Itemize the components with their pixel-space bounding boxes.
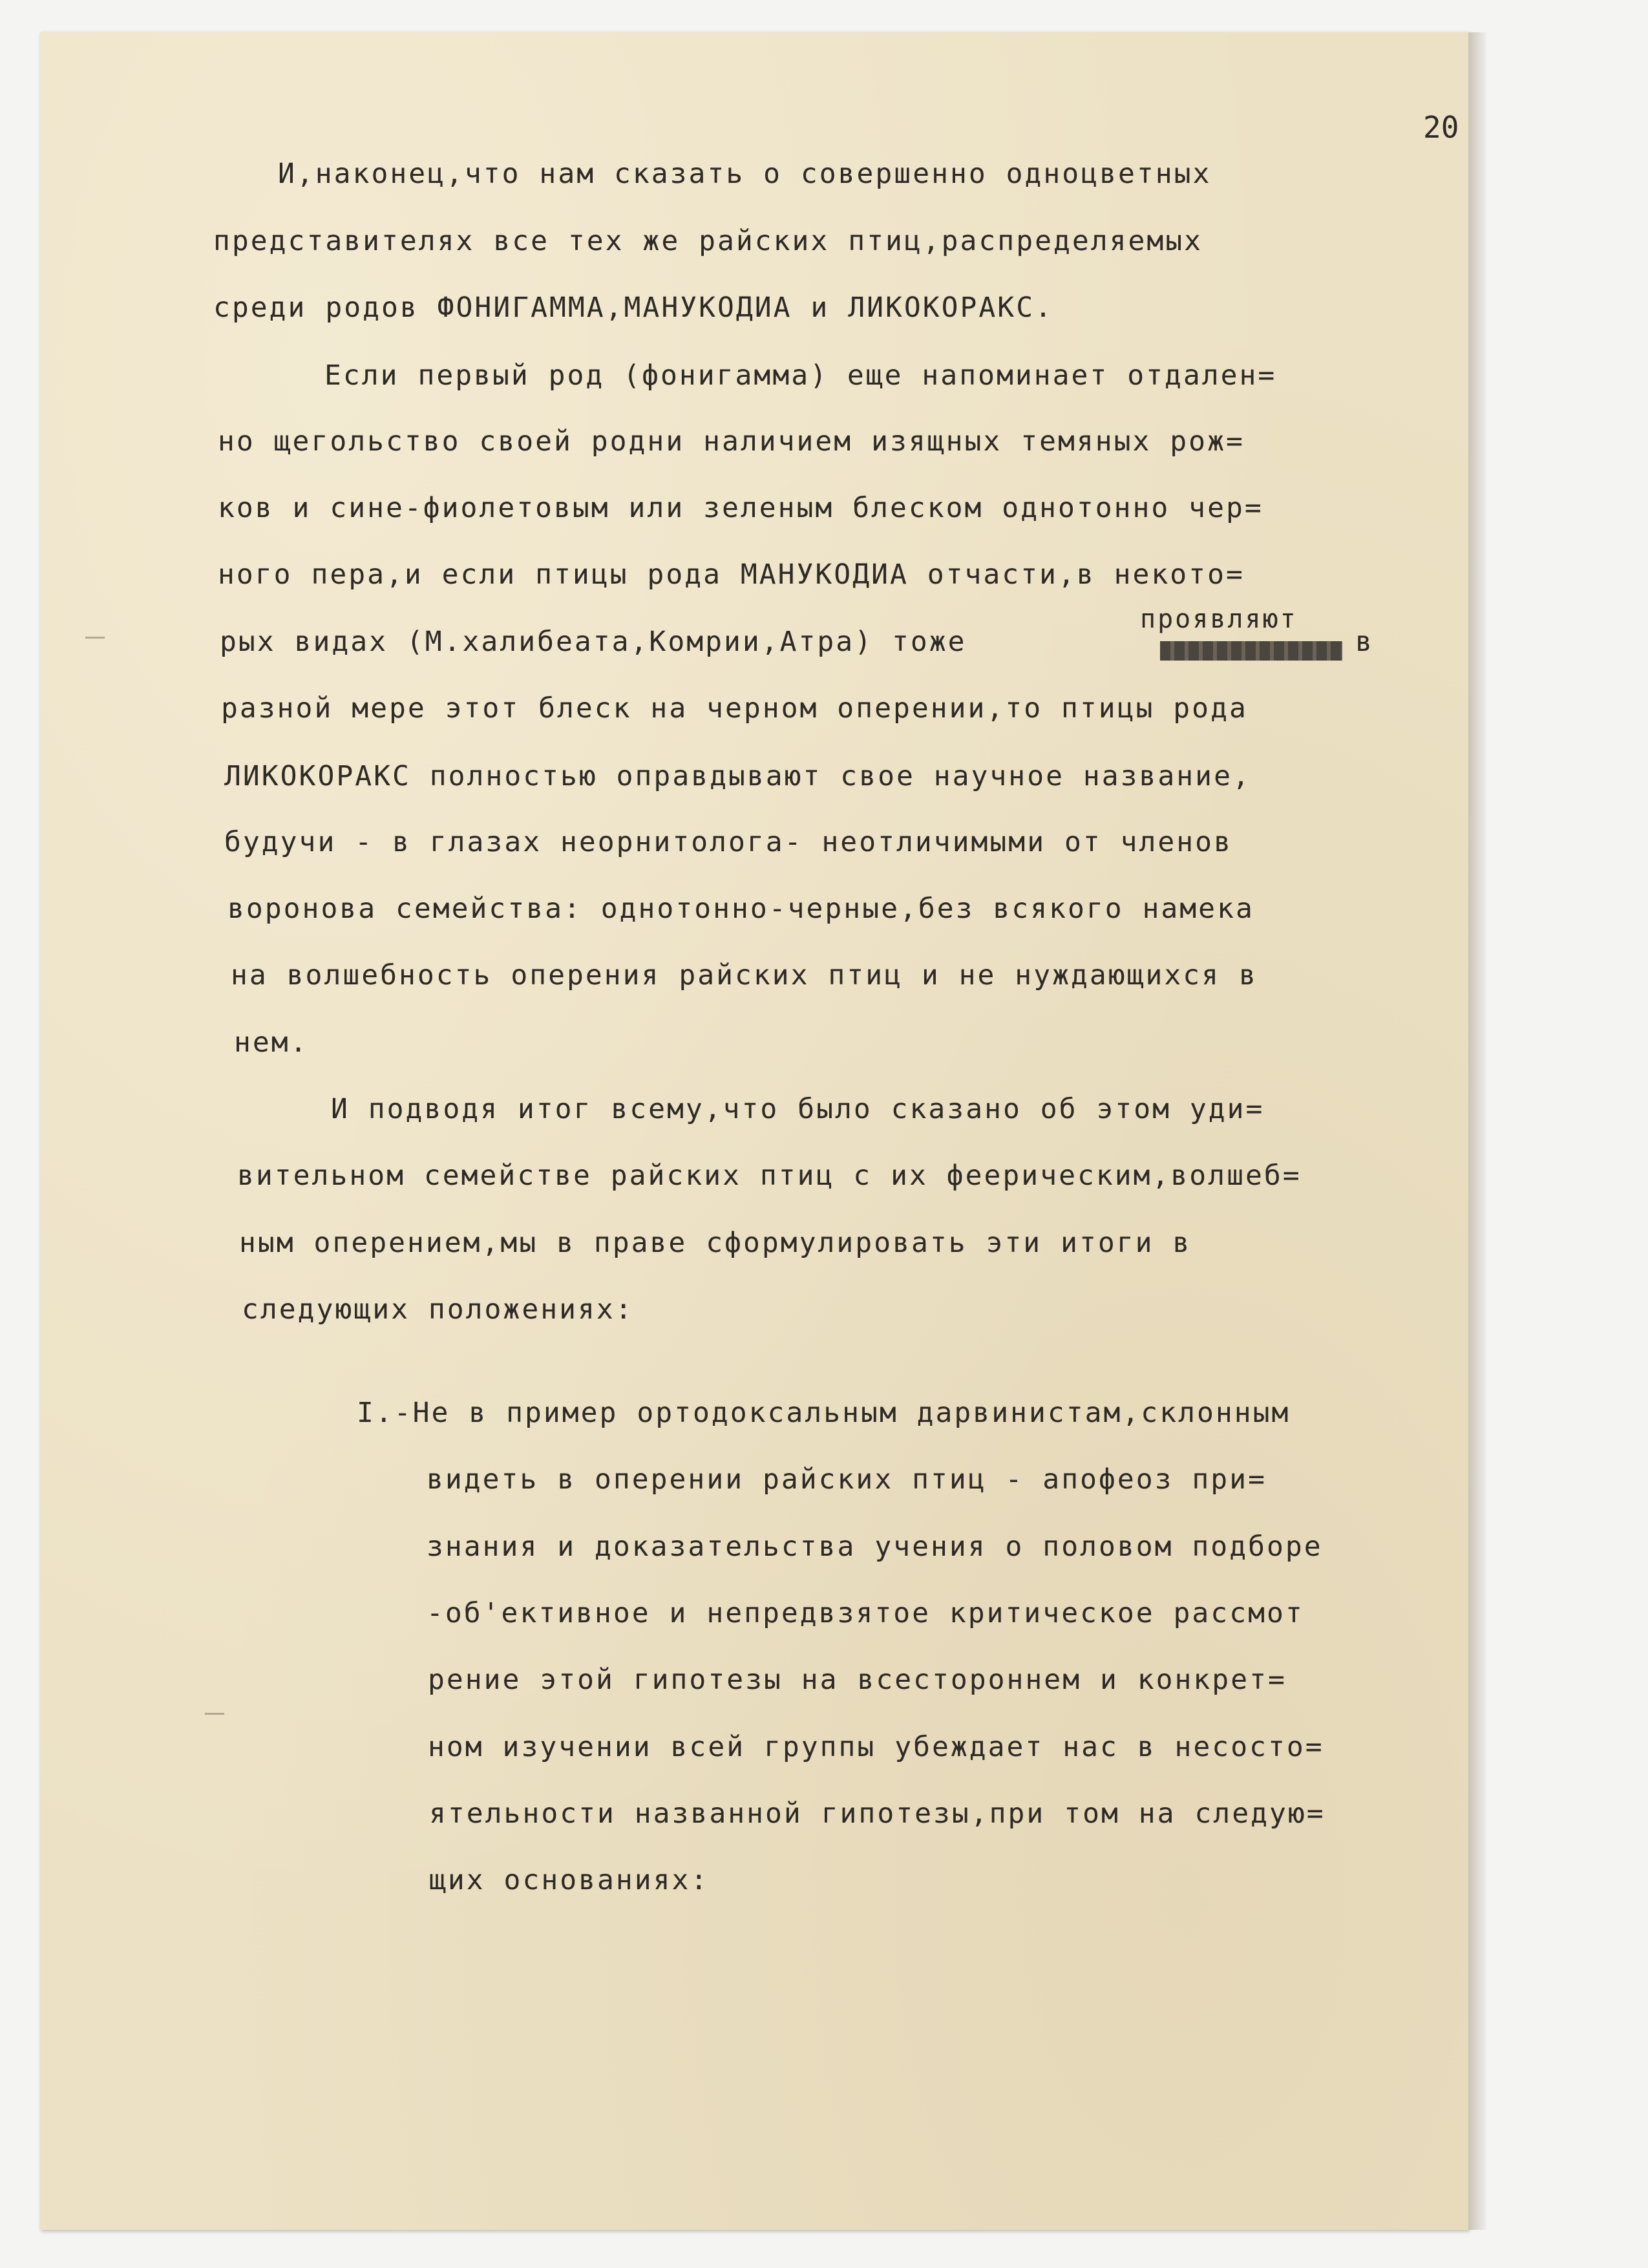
- para1-line-2: но щегольство своей родни наличием изящных темяных рож=: [218, 425, 1245, 458]
- intro-line-2: представителях все тех же райских птиц,распределяемых: [213, 225, 1203, 257]
- margin-mark: [85, 637, 105, 639]
- para1-line-5-end: в: [1355, 626, 1374, 658]
- intro-line-1: И,наконец,что нам сказать о совершенно одноцветных: [278, 158, 1212, 190]
- para1-line-8: будучи - в глазах неорнитолога- неотличимыми от членов: [224, 826, 1232, 858]
- handwritten-insertion: проявляют: [1140, 604, 1298, 634]
- page-number: 20: [1423, 110, 1459, 145]
- para2-line-3: ным оперением,мы в праве сформулировать эти итоги в: [239, 1227, 1192, 1259]
- item1-line-1: I.-Не в пример ортодоксальным дарвинистам,склонным: [357, 1397, 1291, 1429]
- para1-line-7: ЛИКОКОРАКС полностью оправдывают свое научное название,: [224, 760, 1251, 792]
- item1-line-2: видеть в оперении райских птиц - апофеоз при=: [427, 1463, 1267, 1496]
- item1-line-6: ном изучении всей группы убеждает нас в несосто=: [428, 1731, 1324, 1763]
- para1-line-1: Если первый род (фонигамма) еще напоминает отдален=: [324, 359, 1277, 392]
- margin-mark: [205, 1713, 224, 1715]
- para1-line-4: ного пера,и если птицы рода МАНУКОДИА отчасти,в некото=: [218, 558, 1245, 591]
- para2-line-4: следующих положениях:: [242, 1293, 634, 1326]
- para1-line-9: воронова семейства: однотонно-черные,без всякого намека: [227, 893, 1254, 925]
- para1-line-3: ков и сине-фиолетовым или зеленым блеском однотонно чер=: [218, 492, 1263, 524]
- para2-line-2: вительном семействе райских птиц с их феерическим,волшеб=: [237, 1160, 1302, 1192]
- struck-out-word: [1160, 641, 1342, 661]
- page-edge-shadow: [1468, 32, 1486, 2230]
- para1-line-5: рых видах (М.халибеата,Комрии,Атра) тоже: [220, 626, 967, 658]
- item1-line-5: рение этой гипотезы на всестороннем и конкрет=: [428, 1664, 1287, 1696]
- item1-line-7: ятельности названной гипотезы,при том на следую=: [429, 1797, 1326, 1830]
- para1-line-6: разной мере этот блеск на черном оперении,то птицы рода: [221, 692, 1248, 725]
- typed-page: [40, 32, 1468, 2230]
- item1-line-3: знания и доказательства учения о половом подборе: [427, 1531, 1323, 1563]
- item1-line-8: щих основаниях:: [429, 1864, 710, 1896]
- para1-line-10: на волшебность оперения райских птиц и не нуждающихся в: [231, 959, 1258, 991]
- para2-line-1: И подводя итог всему,что было сказано об этом уди=: [331, 1093, 1265, 1125]
- para1-line-11: нем.: [234, 1026, 309, 1059]
- intro-line-3: среди родов ФОНИГАММА,МАНУКОДИА и ЛИКОКОРАКС.: [213, 291, 1053, 324]
- item1-line-4: -об'ективное и непредвзятое критическое рассмот: [427, 1597, 1304, 1629]
